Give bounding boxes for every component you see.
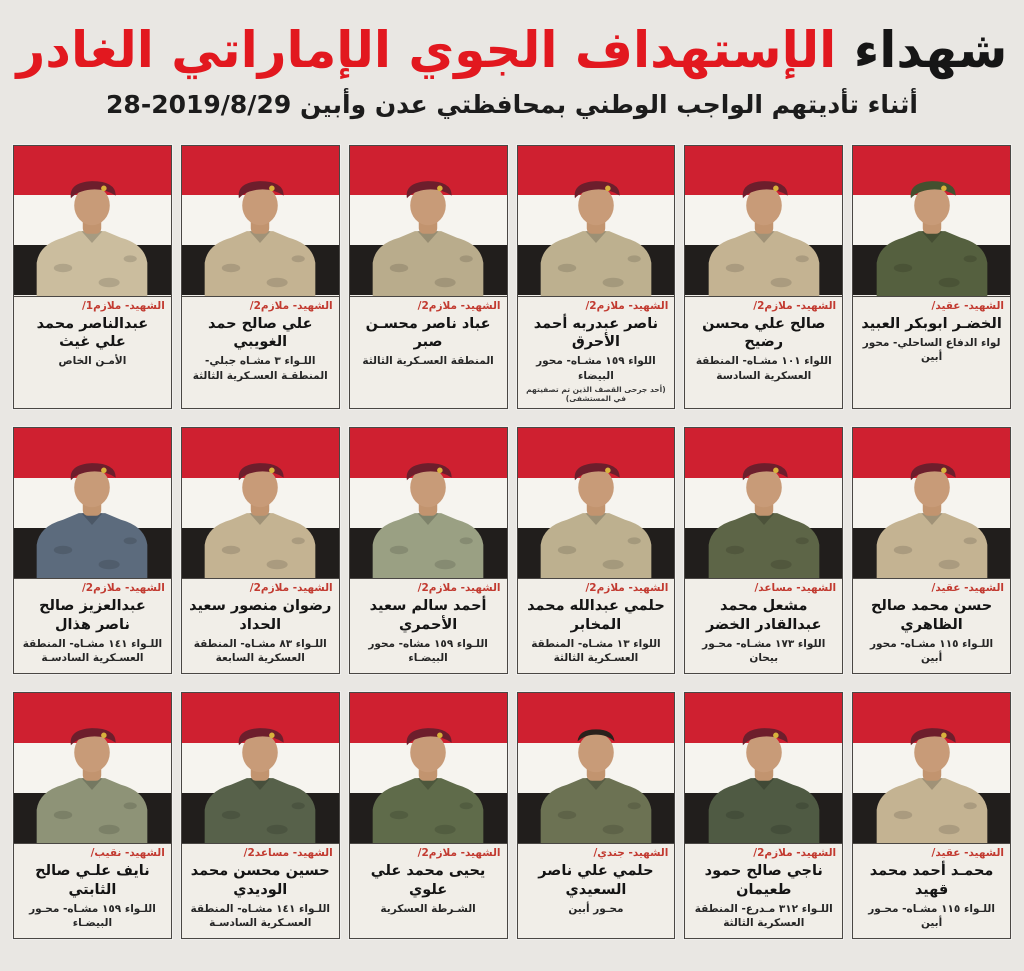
martyr-name: أحمد سالم سعيد الأحمري	[369, 598, 487, 633]
martyr-unit: اللـواء ٣ مشـاه جبلي- المنطقـة العسـكرية الثالثة	[192, 355, 328, 382]
martyr-photo	[182, 428, 339, 578]
martyr-unit: المنطقة العسـكرية الثالثة	[362, 355, 494, 368]
martyr-name: الخضـر ابوبكر العبيد	[861, 316, 1002, 333]
martyr-photo	[518, 146, 675, 296]
soldier-portrait-placeholder	[698, 712, 830, 843]
soldier-portrait-placeholder	[362, 447, 494, 578]
martyr-note: (أحد جرحى القصف الذين تم تصفيتهم في المستشفى)	[526, 384, 666, 403]
martyr-rank: الشهيد- ملازم2/	[81, 581, 165, 594]
martyr-rank: الشهيد- ملازم2/	[753, 299, 837, 312]
title-red-part: الإستهداف الجوي الإماراتي الغادر	[16, 21, 837, 79]
martyr-caption	[518, 578, 675, 673]
martyr-rank: الشهيد- ملازم2/	[585, 299, 669, 312]
martyr-rank: الشهيد- ملازم2/	[417, 299, 501, 312]
martyr-card	[517, 692, 676, 939]
martyr-unit: اللـواء ١١٥ مشـاه- محـور أبين	[868, 902, 995, 929]
martyr-name: عباد ناصر محسـن صبر	[365, 316, 491, 351]
martyr-photo	[14, 693, 171, 843]
martyr-rank: الشهيد- جندي/	[593, 846, 669, 859]
martyr-caption	[14, 578, 171, 673]
soldier-portrait-placeholder	[866, 712, 998, 843]
martyr-photo	[685, 146, 842, 296]
martyr-rank: الشهيد- مساعد2/	[243, 846, 333, 859]
martyr-rank: الشهيد- عقيد/	[931, 846, 1004, 859]
soldier-portrait-placeholder	[194, 447, 326, 578]
soldier-portrait-placeholder	[27, 447, 159, 578]
soldier-portrait-placeholder	[27, 165, 159, 296]
soldier-portrait-placeholder	[362, 712, 494, 843]
martyr-card	[349, 427, 508, 674]
poster-title	[0, 22, 1024, 80]
martyr-card	[181, 427, 340, 674]
martyr-unit: محـور أبين	[568, 902, 624, 915]
martyr-card	[852, 145, 1011, 409]
soldier-portrait-placeholder	[530, 712, 662, 843]
martyr-card	[684, 427, 843, 674]
martyr-name: نايف علـي صالح الثابتي	[35, 863, 150, 898]
martyr-card	[349, 692, 508, 939]
martyr-photo	[182, 146, 339, 296]
martyr-photo	[518, 428, 675, 578]
martyr-rank: الشهيد- ملازم2/	[753, 846, 837, 859]
martyr-card	[13, 692, 172, 939]
martyr-rank: الشهيد- ملازم1/	[81, 299, 165, 312]
martyr-photo	[14, 146, 171, 296]
martyr-card	[181, 145, 340, 409]
soldier-portrait-placeholder	[27, 712, 159, 843]
soldier-portrait-placeholder	[194, 712, 326, 843]
martyr-caption	[685, 578, 842, 673]
martyr-rank: الشهيد- ملازم2/	[585, 581, 669, 594]
martyr-unit: لواء الدفاع الساحلي- محور أبين	[862, 337, 1001, 364]
soldier-portrait-placeholder	[698, 165, 830, 296]
martyr-name: مشعل محمد عبدالقادر الخضر	[706, 598, 822, 633]
martyr-unit: اللواء ١٠١ مشـاه- المنطقة العسكرية السادسة	[695, 355, 832, 382]
title-word-martyrs: شهداء	[853, 21, 1008, 79]
martyr-caption	[685, 843, 842, 938]
martyr-unit: اللـواء ٨٣ مشـاه- المنطقة العسكرية السابعة	[193, 637, 327, 664]
soldier-portrait-placeholder	[194, 165, 326, 296]
martyr-card	[517, 427, 676, 674]
martyr-card	[684, 692, 843, 939]
martyr-photo	[853, 693, 1010, 843]
martyr-photo	[685, 428, 842, 578]
martyr-name: ناجي صالح حمود طعيمان	[704, 863, 823, 898]
martyr-caption	[518, 843, 675, 938]
martyr-name: حسين محسن محمد الوديدي	[190, 863, 330, 898]
martyr-unit: اللـواء ١٥٩ مشـاه- محـور البيضـاء	[29, 902, 156, 929]
martyr-caption	[182, 296, 339, 391]
martyr-caption	[853, 578, 1010, 673]
martyr-caption	[853, 843, 1010, 938]
martyr-photo	[14, 428, 171, 578]
martyr-name: حسن محمد صالح الظاهري	[870, 598, 993, 633]
martyr-rank: الشهيد- ملازم2/	[249, 299, 333, 312]
martyr-unit: اللـواء ٣١٢ مـدرع- المنطقة العسكرية الثالثة	[694, 902, 833, 929]
martyr-card	[181, 692, 340, 939]
martyr-photo	[350, 693, 507, 843]
martyr-photo	[350, 428, 507, 578]
martyr-rank: الشهيد- ملازم2/	[249, 581, 333, 594]
martyr-rank: الشهيد- عقيد/	[931, 581, 1004, 594]
martyr-caption	[182, 843, 339, 938]
martyr-caption	[182, 578, 339, 673]
martyr-rank: الشهيد- نقيب/	[90, 846, 165, 859]
martyr-unit: الشـرطة العسكرية	[380, 902, 476, 915]
martyr-unit: اللـواء ١٤١ مشـاه- المنطقة العسـكرية السادسـة	[22, 637, 163, 664]
martyr-card	[852, 427, 1011, 674]
martyr-unit: اللواء ١٣ مشـاه- المنطقة العسـكرية الثالثة	[531, 637, 661, 664]
martyr-card	[684, 145, 843, 409]
soldier-portrait-placeholder	[698, 447, 830, 578]
martyr-name: حلمي علي ناصر السعيدي	[538, 863, 654, 898]
martyr-card	[13, 145, 172, 409]
martyr-unit: اللواء ١٥٩ مشـاه- محور البيضاء	[536, 355, 656, 382]
martyr-rank: الشهيد- ملازم2/	[417, 846, 501, 859]
martyr-card	[349, 145, 508, 409]
martyr-name: صالح علي محسن رضيح	[702, 316, 826, 351]
martyr-caption	[14, 843, 171, 938]
martyr-name: عبدالناصر محمد علي غيث	[36, 316, 149, 351]
martyr-unit: اللـواء ١١٥ مشـاه- محور أبين	[870, 637, 994, 664]
martyr-caption	[350, 578, 507, 673]
martyr-card	[517, 145, 676, 409]
martyr-photo	[853, 428, 1010, 578]
soldier-portrait-placeholder	[530, 165, 662, 296]
martyr-name: محمـد أحمد محمد قهيد	[869, 863, 994, 898]
soldier-portrait-placeholder	[530, 447, 662, 578]
martyr-photo	[350, 146, 507, 296]
martyr-caption	[518, 296, 675, 408]
martyr-rank: الشهيد- عقيد/	[931, 299, 1004, 312]
poster-header	[0, 0, 1024, 119]
martyr-rank: الشهيد- ملازم2/	[417, 581, 501, 594]
martyr-name: رضوان منصور سعيد الحداد	[189, 598, 332, 633]
martyr-name: حلمي عبدالله محمد المخابر	[527, 598, 665, 633]
soldier-portrait-placeholder	[866, 165, 998, 296]
poster-subtitle: أثناء تأديتهم الواجب الوطني بمحافظتي عدن وأبين 2019/8/29-28	[106, 89, 918, 119]
martyr-caption	[14, 296, 171, 391]
martyr-caption	[350, 843, 507, 938]
soldier-portrait-placeholder	[866, 447, 998, 578]
martyr-grid	[0, 119, 1024, 963]
martyr-card	[852, 692, 1011, 939]
martyr-name: علي صالح حمد الغويبي	[208, 316, 313, 351]
martyr-name: عبدالعزيز صالح ناصر هذال	[39, 598, 146, 633]
martyr-unit: اللـواء ١٥٩ مشاه- محور البيضـاء	[368, 637, 488, 664]
martyr-name: يحيى محمد علي علوي	[370, 863, 486, 898]
martyr-card	[13, 427, 172, 674]
martyr-photo	[518, 693, 675, 843]
martyr-photo	[182, 693, 339, 843]
martyr-name: ناصر عبدربه أحمد الأحرق	[533, 316, 659, 351]
martyr-photo	[685, 693, 842, 843]
martyr-unit: الأمـن الخاص	[58, 355, 127, 368]
martyr-caption	[685, 296, 842, 391]
martyr-rank: الشهيد- مساعد/	[754, 581, 837, 594]
martyr-caption	[350, 296, 507, 391]
soldier-portrait-placeholder	[362, 165, 494, 296]
martyr-unit: اللواء ١٧٣ مشـاه- محـور بيحان	[702, 637, 826, 664]
martyr-photo	[853, 146, 1010, 296]
martyr-caption	[853, 296, 1010, 391]
martyr-unit: اللـواء ١٤١ مشـاه- المنطقة العسـكرية السادسـة	[190, 902, 330, 929]
